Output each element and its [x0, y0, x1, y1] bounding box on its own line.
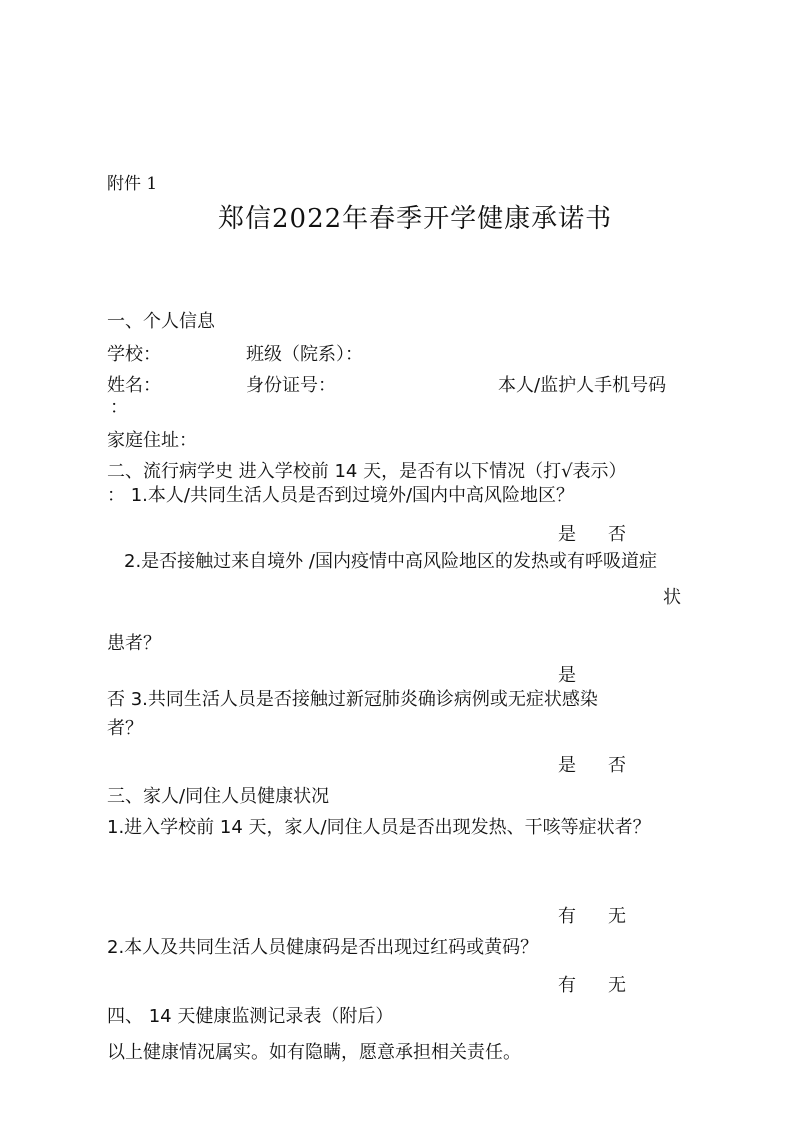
school-label: 学校：	[107, 344, 161, 365]
section3-question-2: 2.本人及共同生活人员健康码是否出现过红码或黄码？	[107, 937, 539, 958]
id-label: 身份证号：	[246, 375, 336, 396]
s3q1-has-option: 有	[558, 906, 576, 927]
q1-no-option: 否	[608, 524, 626, 545]
annex-label: 附件 1	[107, 174, 158, 194]
phone-colon: ：	[110, 397, 128, 418]
class-label: 班级（院系）：	[246, 344, 363, 365]
q1-yes-option: 是	[558, 524, 576, 545]
section3-heading: 三、家人/同住人员健康状况	[107, 786, 330, 807]
section1-heading: 一、个人信息	[107, 311, 215, 332]
section2-question-2: 2.是否接触过来自境外 /国内疫情中高风险地区的发热或有呼吸道症	[124, 551, 657, 572]
name-label: 姓名：	[107, 375, 161, 396]
section2-question-3-cont: 者？	[107, 718, 143, 739]
phone-label: 本人/监护人手机号码	[498, 375, 667, 396]
q3-yes-option: 是	[558, 755, 576, 776]
section2-heading: 二、流行病学史 进入学校前 14 天，是否有以下情况（打√表示）	[107, 461, 627, 482]
section2-question-2-cont: 状	[663, 587, 681, 608]
section2-question-3: 否 3.共同生活人员是否接触过新冠肺炎确诊病例或无症状感染	[107, 689, 598, 710]
section2-question-2-end: 患者？	[107, 633, 161, 654]
declaration-text: 以上健康情况属实。如有隐瞒，愿意承担相关责任。	[107, 1042, 521, 1063]
s3q1-none-option: 无	[608, 906, 626, 927]
section2-question-1: ： 1.本人/共同生活人员是否到过境外/国内中高风险地区？	[107, 485, 575, 506]
document-title: 郑信2022年春季开学健康承诺书	[218, 204, 613, 234]
address-label: 家庭住址：	[107, 430, 197, 451]
q3-no-option: 否	[608, 755, 626, 776]
section4-heading: 四、 14 天健康监测记录表（附后）	[107, 1006, 394, 1027]
section3-question-1: 1.进入学校前 14 天，家人/同住人员是否出现发热、干咳等症状者？	[107, 817, 651, 838]
q2-yes-option: 是	[558, 665, 576, 686]
s3q2-none-option: 无	[608, 975, 626, 996]
s3q2-has-option: 有	[558, 975, 576, 996]
